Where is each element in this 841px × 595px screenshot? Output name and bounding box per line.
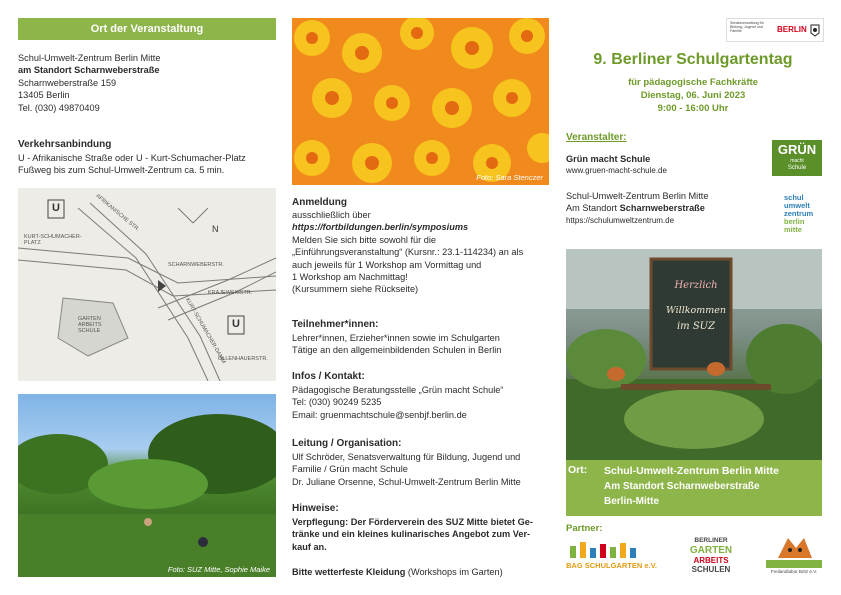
suz-logo-line: schul: [784, 193, 804, 202]
venue-line: Tel. (030) 49870409: [18, 102, 100, 113]
event-date: Dienstag, 06. Juni 2023: [640, 90, 746, 101]
gas-logo-line: ARBEITS: [693, 556, 729, 565]
weather-note-bold: Bitte wetterfeste Kleidung: [292, 567, 406, 577]
registration-line: ausschließlich über: [292, 210, 371, 220]
info-line: Tel: (030) 90249 5235: [292, 397, 382, 408]
suz-logo-line: umwelt: [784, 201, 810, 210]
transport-line: U - Afrikanische Straße oder U - Kurt-Schumacher-Platz: [18, 153, 246, 163]
organisation-line: Dr. Juliane Orsenne, Schul-Umwelt-Zentrum Berlin Mitte: [292, 476, 521, 487]
map-label-street: KRAJEWSKISTR.: [208, 290, 253, 296]
venue-line: 13405 Berlin: [18, 90, 70, 101]
participants-line: Lehrer*innen, Erzieher*innen sowie im Schulgarten: [292, 333, 500, 343]
bag-schulgarten-logo: [566, 540, 657, 578]
organizer-suz-site: [566, 202, 776, 214]
organizer-gms: [566, 153, 766, 178]
location-line: Schul-Umwelt-Zentrum Berlin Mitte: [604, 465, 780, 477]
gms-logo-small: Schule: [787, 165, 807, 171]
participants-heading: Teilnehmer*innen:: [292, 319, 379, 330]
senat-logo: [726, 18, 824, 42]
hand-drawn-map: [18, 188, 276, 381]
freilandlabor-logo: [766, 528, 822, 578]
venue-line: Schul-Umwelt-Zentrum Berlin Mitte: [18, 53, 161, 63]
registration-url: https://fortbildungen.berlin/symposiums: [292, 222, 469, 233]
welcome-sign-line: Herzlich: [674, 280, 718, 291]
venue-line: Scharnweberstraße 159: [18, 77, 117, 88]
hints-heading: Hinweise:: [292, 503, 339, 514]
suz-logo-line: zentrum: [784, 209, 814, 218]
gas-logo-line: SCHULEN: [691, 565, 731, 574]
info-text: [292, 384, 562, 421]
suz-logo: [784, 194, 813, 234]
map-label-street: KURT-SCHUMACHER-DAMM: [184, 297, 227, 365]
registration-line: auch jeweils für 1 Workshop am Vormittag und: [292, 259, 482, 270]
gartenarbeitsschulen-logo: [676, 536, 746, 574]
freilandlabor-text: Freilandlabor Britz e.V.: [770, 569, 818, 574]
garden-photo-caption: Foto: SUZ Mitte, Sophie Maike: [167, 565, 270, 574]
location-line: Berlin-Mitte: [604, 496, 659, 507]
registration-line: „Einführungsveranstaltung“ (Kursnr.: 23.1-114234) an als: [292, 247, 524, 258]
senat-logo-text: Senatsverwaltung für Bildung, Jugend und Familie: [730, 21, 764, 34]
registration-heading: Anmeldung: [292, 197, 347, 208]
registration-line: Melden Sie sich bitte sowohl für die: [292, 234, 437, 245]
venue-header-bar: [18, 18, 276, 40]
suz-logo-line: mitte: [784, 225, 802, 234]
map-label-garden: GARTEN ARBEITS SCHULE: [78, 316, 102, 334]
weather-note-rest: (Workshops im Garten): [405, 567, 503, 577]
organizer-suz-bold: Scharnweberstraße: [619, 203, 705, 214]
registration-line: 1 Workshop am Nachmittag!: [292, 272, 408, 283]
map-label-street: AFRIKANISCHE STR.: [94, 193, 141, 233]
map-label-street: KURT-SCHUMACHER-PLATZ: [24, 234, 82, 246]
gruen-macht-schule-logo: [772, 140, 822, 176]
map-label-street: OLLENHAUERSTR.: [218, 356, 268, 362]
marigold-photo-caption: Foto: Sara Stenczer: [476, 173, 543, 182]
garden-photo: [18, 394, 276, 577]
suz-logo-line: berlin: [784, 217, 805, 226]
map-label-north: N: [212, 224, 219, 234]
transport-line: Fußweg bis zum Schul-Umwelt-Zentrum ca. 5 min.: [18, 165, 225, 176]
partner-heading: Partner:: [566, 523, 603, 534]
hints-line: Verpflegung: Der Förderverein des SUZ Mitte bietet Ge-: [292, 517, 533, 527]
berlin-wordmark: BERLIN: [777, 25, 807, 34]
event-subtitle: [565, 76, 821, 115]
participants-text: [292, 332, 562, 357]
location-lines: [604, 464, 779, 509]
berlin-bear-icon: [809, 23, 821, 37]
organisation-line: Familie / Grün macht Schule: [292, 464, 408, 475]
organizer-suz-url: https://schulumweltzentrum.de: [566, 215, 675, 225]
welcome-sign: [661, 279, 731, 335]
organizer-gms-url: www.gruen-macht-schule.de: [566, 166, 667, 176]
bag-schulgarten-text: BAG SCHULGARTEN e.V.: [566, 561, 657, 570]
organisation-line: Ulf Schröder, Senatsverwaltung für Bildung, Jugend und: [292, 452, 521, 462]
hints-line: kauf an.: [292, 541, 327, 552]
transport-info: [18, 152, 288, 177]
venue-line: am Standort Scharnweberstraße: [18, 65, 160, 76]
weather-note: [292, 566, 562, 578]
hints-text: [292, 516, 562, 553]
venue-address: [18, 52, 278, 114]
info-line: Pädagogische Beratungsstelle „Grün macht Schule“: [292, 385, 504, 395]
location-label: Ort:: [568, 464, 588, 476]
gms-logo-small: macht: [790, 158, 804, 164]
organizer-suz-prefix: Am Standort: [566, 203, 620, 214]
organizer-gms-name: Grün macht Schule: [566, 154, 651, 164]
event-time: 9:00 - 16:00 Uhr: [657, 103, 729, 114]
organisation-heading: Leitung / Organisation:: [292, 438, 402, 449]
location-line: Am Standort Scharnweberstraße: [604, 481, 760, 492]
gas-logo-line: BERLINER: [694, 537, 728, 544]
organizer-suz-name: Schul-Umwelt-Zentrum Berlin Mitte: [566, 191, 709, 201]
event-audience: für pädagogische Fachkräfte: [628, 77, 758, 88]
venue-header-text: Ort der Veranstaltung: [90, 23, 204, 35]
gas-logo-line: GARTEN: [689, 545, 733, 556]
registration-text: [292, 209, 562, 296]
transport-heading: Verkehrsanbindung: [18, 139, 112, 150]
participants-line: Tätige an den allgemeinbildenden Schulen in Berlin: [292, 345, 502, 356]
map-label-ubahn: U: [232, 318, 240, 330]
organizer-heading: Veranstalter:: [566, 132, 627, 143]
info-email: Email: gruenmachtschule@senbjf.berlin.de: [292, 409, 467, 420]
registration-line: (Kursummern siehe Rückseite): [292, 284, 419, 295]
welcome-sign-line: Willkommen: [666, 305, 726, 316]
greenhouse-photo: [566, 249, 822, 460]
gms-logo-word: GRÜN: [777, 142, 817, 157]
event-title: 9. Berliner Schulgartentag: [593, 51, 793, 68]
map-label-ubahn: U: [52, 202, 60, 214]
map-label-street: SCHARNWEBERSTR.: [168, 262, 224, 268]
organizer-suz: [566, 190, 776, 227]
organisation-text: [292, 451, 562, 488]
info-heading: Infos / Kontakt:: [292, 371, 365, 382]
welcome-sign-line: im SUZ: [676, 321, 716, 332]
location-box: [566, 460, 822, 516]
marigold-photo: [292, 18, 549, 185]
hints-line: tränke und ein kleines kulinarisches Angebot zum Ver-: [292, 529, 531, 540]
